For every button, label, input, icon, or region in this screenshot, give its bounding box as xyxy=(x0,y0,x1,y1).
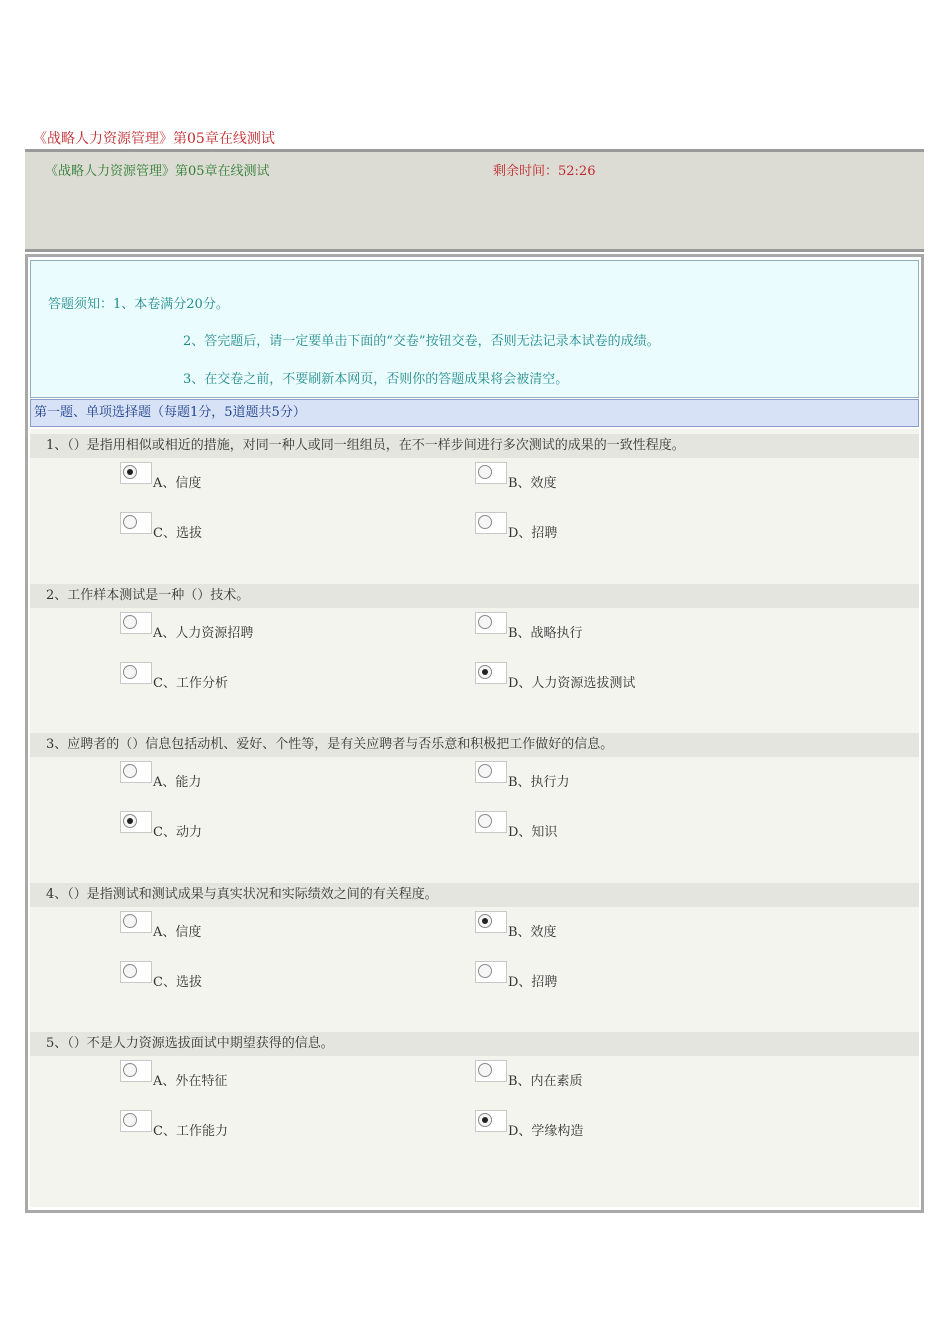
question-text: 5、（）不是人力资源选拔面试中期望获得的信息。 xyxy=(30,1032,919,1056)
option-label: C、动力 xyxy=(153,825,202,840)
instructions-box xyxy=(30,260,919,398)
instruction-line-1: 答题须知：1、本卷满分20分。 xyxy=(48,297,229,312)
radio-icon[interactable] xyxy=(123,1063,137,1077)
option-label: C、选拔 xyxy=(153,526,202,541)
question-list xyxy=(30,429,919,1207)
option-label: B、战略执行 xyxy=(508,626,583,641)
question-4 xyxy=(30,883,919,1033)
radio-icon[interactable] xyxy=(478,914,492,928)
option-label: D、知识 xyxy=(508,825,558,840)
radio-button[interactable] xyxy=(120,1060,152,1082)
option-label: C、工作能力 xyxy=(153,1124,228,1139)
radio-selected-icon xyxy=(127,818,133,824)
radio-icon[interactable] xyxy=(478,1113,492,1127)
option-label: D、招聘 xyxy=(508,526,558,541)
exam-frame xyxy=(25,254,924,1213)
question-text: 4、（）是指测试和测试成果与真实状况和实际绩效之间的有关程度。 xyxy=(30,883,919,907)
radio-button[interactable] xyxy=(475,1110,507,1132)
radio-button[interactable] xyxy=(475,462,507,484)
radio-selected-icon xyxy=(482,1117,488,1123)
radio-button[interactable] xyxy=(120,1110,152,1132)
radio-icon[interactable] xyxy=(123,964,137,978)
radio-button[interactable] xyxy=(120,761,152,783)
radio-icon[interactable] xyxy=(123,515,137,529)
question-text: 3、应聘者的（）信息包括动机、爱好、个性等，是有关应聘者与否乐意和积极把工作做好的信息。 xyxy=(30,733,919,757)
exam-title: 《战略人力资源管理》第05章在线测试 xyxy=(45,164,270,179)
radio-selected-icon xyxy=(127,469,133,475)
radio-icon[interactable] xyxy=(123,914,137,928)
remaining-time: 剩余时间：52:26 xyxy=(493,164,596,179)
question-1 xyxy=(30,434,919,584)
radio-button[interactable] xyxy=(120,961,152,983)
option-label: A、信度 xyxy=(153,925,202,940)
radio-icon[interactable] xyxy=(123,814,137,828)
radio-icon[interactable] xyxy=(123,1113,137,1127)
option-label: D、人力资源选拔测试 xyxy=(508,676,636,691)
radio-button[interactable] xyxy=(475,512,507,534)
option-label: B、效度 xyxy=(508,925,557,940)
option-label: D、招聘 xyxy=(508,975,558,990)
radio-icon[interactable] xyxy=(478,764,492,778)
radio-button[interactable] xyxy=(475,811,507,833)
option-label: A、能力 xyxy=(153,775,202,790)
radio-icon[interactable] xyxy=(123,665,137,679)
radio-selected-icon xyxy=(482,669,488,675)
option-label: A、信度 xyxy=(153,476,202,491)
radio-button[interactable] xyxy=(120,662,152,684)
radio-icon[interactable] xyxy=(123,465,137,479)
option-label: B、效度 xyxy=(508,476,557,491)
radio-icon[interactable] xyxy=(478,465,492,479)
radio-button[interactable] xyxy=(475,1060,507,1082)
radio-button[interactable] xyxy=(475,662,507,684)
radio-selected-icon xyxy=(482,918,488,924)
option-label: A、外在特征 xyxy=(153,1074,228,1089)
question-2 xyxy=(30,584,919,734)
radio-icon[interactable] xyxy=(478,665,492,679)
radio-button[interactable] xyxy=(120,911,152,933)
question-text: 1、（）是指用相似或相近的措施，对同一种人或同一组组员，在不一样步间进行多次测试的成果的一致性程度。 xyxy=(30,434,919,458)
question-5 xyxy=(30,1032,919,1182)
radio-icon[interactable] xyxy=(478,814,492,828)
instruction-line-3: 3、在交卷之前，不要刷新本网页，否则你的答题成果将会被清空。 xyxy=(183,372,569,387)
radio-button[interactable] xyxy=(475,612,507,634)
radio-icon[interactable] xyxy=(478,615,492,629)
page-title: 《战略人力资源管理》第05章在线测试 xyxy=(33,131,275,147)
radio-icon[interactable] xyxy=(478,515,492,529)
radio-icon[interactable] xyxy=(123,615,137,629)
radio-button[interactable] xyxy=(120,512,152,534)
instruction-line-2: 2、答完题后，请一定要单击下面的“交卷”按钮交卷，否则无法记录本试卷的成绩。 xyxy=(183,334,660,349)
radio-icon[interactable] xyxy=(123,764,137,778)
radio-button[interactable] xyxy=(120,811,152,833)
radio-button[interactable] xyxy=(120,612,152,634)
radio-icon[interactable] xyxy=(478,964,492,978)
header-panel xyxy=(25,149,924,252)
option-label: A、人力资源招聘 xyxy=(153,626,254,641)
section-header: 第一题、单项选择题（每题1分，5道题共5分） xyxy=(30,399,919,427)
option-label: C、工作分析 xyxy=(153,676,228,691)
option-label: B、执行力 xyxy=(508,775,570,790)
question-text: 2、工作样本测试是一种（）技术。 xyxy=(30,584,919,608)
question-3 xyxy=(30,733,919,883)
option-label: D、学缘构造 xyxy=(508,1124,584,1139)
radio-button[interactable] xyxy=(475,961,507,983)
radio-button[interactable] xyxy=(475,761,507,783)
option-label: C、选拔 xyxy=(153,975,202,990)
radio-button[interactable] xyxy=(120,462,152,484)
option-label: B、内在素质 xyxy=(508,1074,583,1089)
radio-icon[interactable] xyxy=(478,1063,492,1077)
radio-button[interactable] xyxy=(475,911,507,933)
